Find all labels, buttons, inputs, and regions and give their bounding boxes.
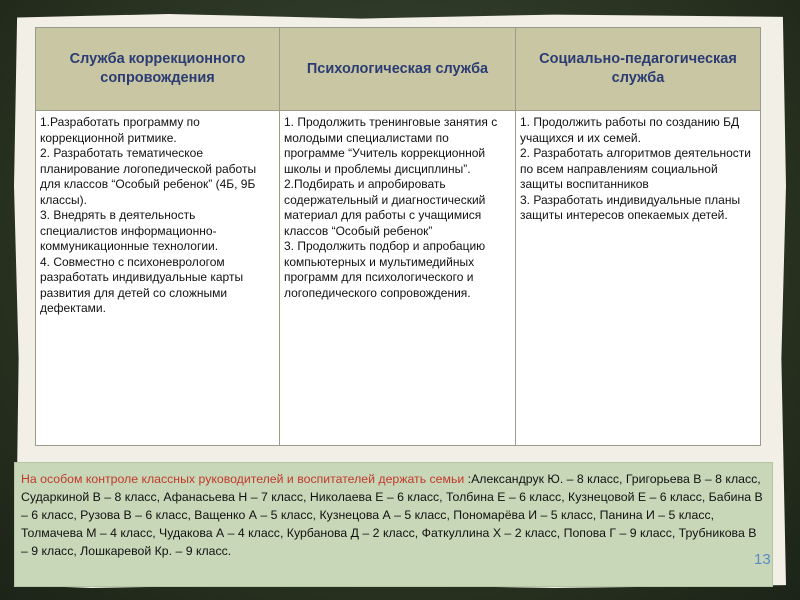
note-text: :Александрук Ю. – 8 класс, Григорьева В – 8 класс, Сударкиной В – 8 класс, Афанасьева Н – 7 класс, Николаева Е – 6 класс, Толбина Е – 6 класс, Кузнецовой Е – 6 класс, Бабина В – 6 класс, Рузова В – 6 класс, Ващенко А – 5 класс, Кузнецова А – 5 класс, Пономарёва И – 5 класс, Панина И – 5 класс, Толмачева М – 4 класс, Чудакова А – 4 класс, Курбанова Д – 2 класс, Фаткуллина Х – 2 класс, Попова Г – 9 класс, Трубникова В – 9 класс, Лошкаревой Кр. – 9 класс. <box>21 472 763 558</box>
families-control-note <box>14 462 773 587</box>
header-correction-service: Служба коррекционного сопровождения <box>36 28 280 111</box>
services-table <box>35 27 761 446</box>
table-row <box>36 111 761 446</box>
cell-social-tasks: 1. Продолжить работы по созданию БД учащихся и их семей. 2. Разработать алгоритмов деятельности по всем направлениям социальной защиты воспитанников 3. Разработать индивидуальные планы защиты интересов опекаемых детей. <box>516 111 761 446</box>
note-highlight: На особом контроле классных руководителей и воспитателей держать семьи <box>21 472 468 486</box>
cell-psychological-tasks: 1. Продолжить тренинговые занятия с молодыми специалистами по программе “Учитель коррекционной школы и проблемы дисциплины”. 2.Подбирать и апробировать содержательный и диагностический материал для работы с учащимися классов “Особый ребенок” 3. Продолжить подбор и апробацию компьютерных и мультимедийных программ для психологического и логопедического сопровождения. <box>280 111 516 446</box>
cell-correction-tasks: 1.Разработать программу по коррекционной ритмике. 2. Разработать тематическое планирование логопедической работы для классов “Особый ребенок” (4Б, 9Б классы). 3. Внедрять в деятельность специалистов информационно-коммуникационные технологии. 4. Совместно с психоневрологом разработать индивидуальные карты развития для детей со сложными дефектами. <box>36 111 280 446</box>
header-psychological-service: Психологическая служба <box>280 28 516 111</box>
table-header-row <box>36 28 761 111</box>
header-social-pedagogical-service: Социально-педагогическая служба <box>516 28 761 111</box>
page-number: 13 <box>754 551 771 568</box>
